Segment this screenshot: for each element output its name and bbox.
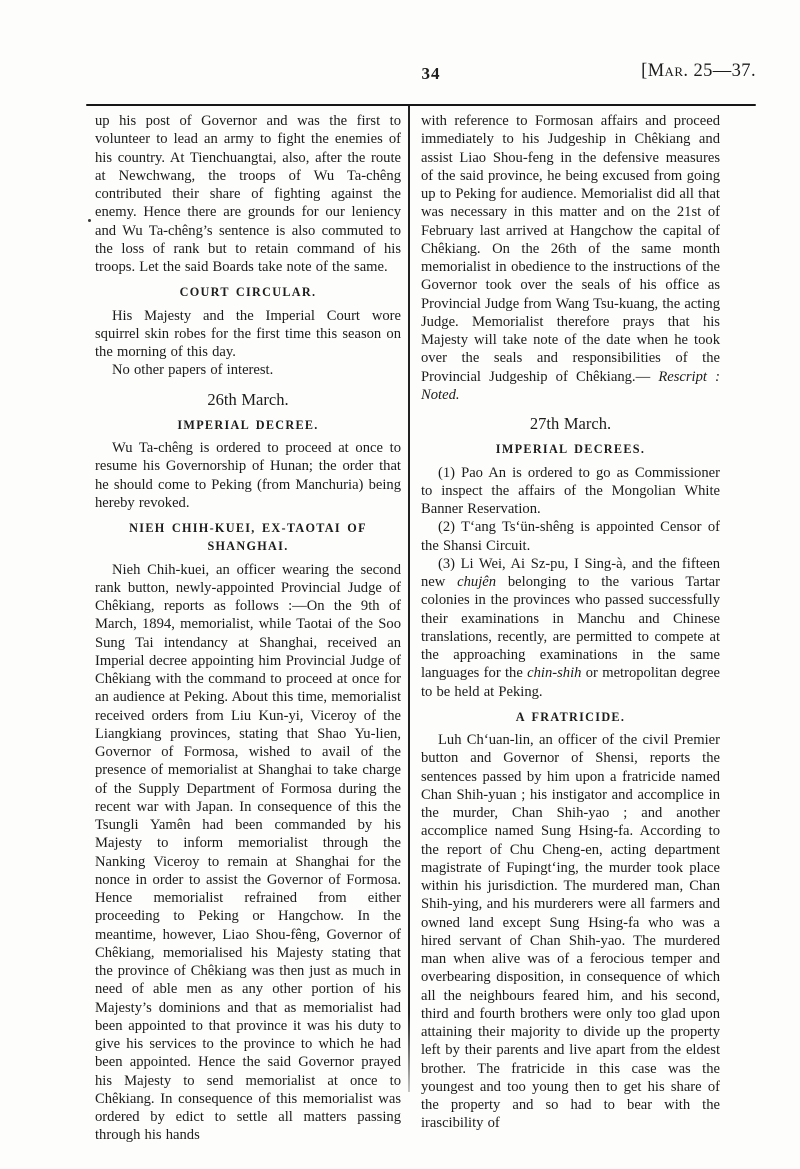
italic-text: Rescript : Noted.	[421, 368, 720, 403]
text-run: COURT CIRCULAR.	[179, 285, 317, 300]
paragraph	[421, 555, 720, 701]
text-run: IMPERIAL DECREE.	[177, 417, 319, 432]
text-run: No other papers of interest.	[112, 362, 274, 379]
section-heading	[421, 440, 720, 458]
text-run: with reference to Formosan affairs and proceed immediately to his Judgeship in Chêkiang and assist Liao Shou-feng in the defensive measures of the said province, he being excused from going up to Peking for audience. Memorialist did all that was necessary in this matter and on the 21st of February last arrived at Hangchow the capital of Chêkiang. On the 26th of the same month memorialist in obedience to the instructions of the Governor took over the seals of his office as Provincial Judge from Wang Tsu-kuang, the acting Judge. Memorialist therefore prays that his Majesty will take note of the date when he took over the seals and responsibilities of the Provincial Judgeship of Chêkiang.—	[421, 113, 720, 385]
text-run: His Majesty and the Imperial Court wore squirrel skin robes for the first time this season on the morning of this day.	[95, 307, 401, 360]
paragraph	[421, 464, 720, 519]
section-heading	[421, 708, 720, 726]
text-run: belonging to the various Tartar colonies in the provinces who passed successfully their examinations in Manchu and Chinese translations, recently, are permitted to compete at the approaching examinations in the same languages for the	[421, 574, 720, 682]
paragraph	[95, 561, 401, 1145]
text-run: Wu Ta-chêng is ordered to proceed at once to resume his Governorship of Hunan; the order that he should come to Peking (from Manchuria) being hereby revoked.	[95, 440, 401, 511]
text-run: (1) Pao An is ordered to go as Commissioner to inspect the affairs of the Mongolian White Banner Reservation.	[421, 464, 720, 517]
text-run: (2) T‘ang Ts‘ün-shêng is appointed Censor of the Shansi Circuit.	[421, 519, 720, 554]
paragraph	[95, 307, 401, 362]
text-run: 27th March.	[529, 414, 612, 433]
header-date-range: [Mar. 25—37.	[641, 61, 756, 81]
text-run: 26th March.	[207, 389, 289, 409]
text-run: Nieh Chih-kuei, an officer wearing the second rank button, newly-appointed Provincial Judge of Chêkiang, reports as follows :—On the 9th of March, 1894, memorialist, while Taotai of the Soo Sung Tai intendancy at Shanghai, received an Imperial decree appointing him Provincial Judge of Chêkiang with the command to proceed at once for an audience at Peking. About this time, memorialist received orders from Liu Kun-yi, Viceroy of the Liangkiang provinces, stating that Shao Yu-lien, Governor of Formosa, wished to avail of the presence of memorialist at Shanghai to take charge of the Supply Department of Formosa during the recent war with Japan. In consequence of this the Tsungli Yamên had been commanded by his Majesty to inform memorialist through the Nanking Viceroy to remain at Shanghai for the nonce in order to assist the Governor of Formosa. Hence memorialist refrained from either proceeding to Peking or Hangchow. In the meantime, however, Liao Shou-fêng, Governor of Chêkiang, memorialised his Majesty stating that the province of Chêkiang was then just as much in need of able men as any other portion of his Majesty’s dominions and that as memorialist had been appointed to that province it was his duty to give his services to the province to which he had been appointed. Hence the said Governor prayed his Majesty to send memorialist at once to Chêkiang. In consequence of this memorialist was ordered by edict to settle all matters passing through his hands	[95, 561, 401, 1144]
paragraph	[95, 439, 401, 512]
paragraph	[95, 361, 401, 379]
text-run: Luh Ch‘uan-lin, an officer of the civil Premier button and Governor of Shensi, reports the sentences passed by him upon a fratricide named Chan Shih-yuan ; his instigator and accomplice in the murder, Chan Shih-yao ; and another accomplice named Sung Hsing-fa. According to the report of Chu Cheng-en, acting department magistrate of Fupingt‘ing, the murder took place within his jurisdiction. The murdered man, Chan Shih-ying, and his murderers were all farmers and owned land except Sung Hsing-fa who was a hired servant of Chan Shih-yao. The murdered man when alive was of a ferocious temper and overbearing disposition, in consequence of which all the neighbours feared him, and his second, third and fourth brothers were only too glad upon attaining their majority to divide up the property left by their parents and live apart from the eldest brother. The fratricide in this case was the youngest and too young then to get his share of the property and so had to bear with the irascibility of	[421, 732, 720, 1132]
text-run: (3) Li Wei, Ai Sz-pu, I Sing-à, and the fifteen new	[421, 555, 720, 590]
text-run: up his post of Governor and was the first to volunteer to lead an army to fight the enemies of his country. At Tienchuangtai, also, after the route at Newchwang, the troops of Wu Ta-chêng contributed their share of fighting against the enemy. Hence there are grounds for our leniency and Wu Ta-chêng’s sentence is also commuted to the loss of rank but to retain command of his troops. Let the said Boards take note of the same.	[95, 113, 401, 275]
date-heading	[95, 391, 401, 409]
text-run: NIEH CHIH-KUEI, EX-TAOTAI OF SHANGHAI.	[129, 521, 367, 554]
paragraph	[421, 518, 720, 555]
paragraph	[421, 112, 720, 404]
ink-dot	[88, 219, 91, 222]
text-run: or metropolitan degree to be held at Peking.	[421, 665, 720, 700]
italic-text: chujên	[457, 574, 497, 590]
paragraph	[95, 112, 401, 276]
section-heading	[95, 416, 401, 434]
header-rule	[86, 104, 756, 106]
left-column	[95, 112, 401, 1145]
column-divider	[408, 106, 410, 1092]
section-heading	[95, 283, 401, 301]
date-heading	[421, 415, 720, 433]
page-number: 34	[421, 64, 441, 83]
text-run: A FRATRICIDE.	[515, 709, 626, 724]
paragraph	[421, 731, 720, 1133]
right-column	[421, 112, 720, 1133]
section-heading	[95, 519, 401, 556]
italic-text: chin-shih	[527, 665, 582, 682]
text-run: IMPERIAL DECREES.	[495, 442, 646, 457]
